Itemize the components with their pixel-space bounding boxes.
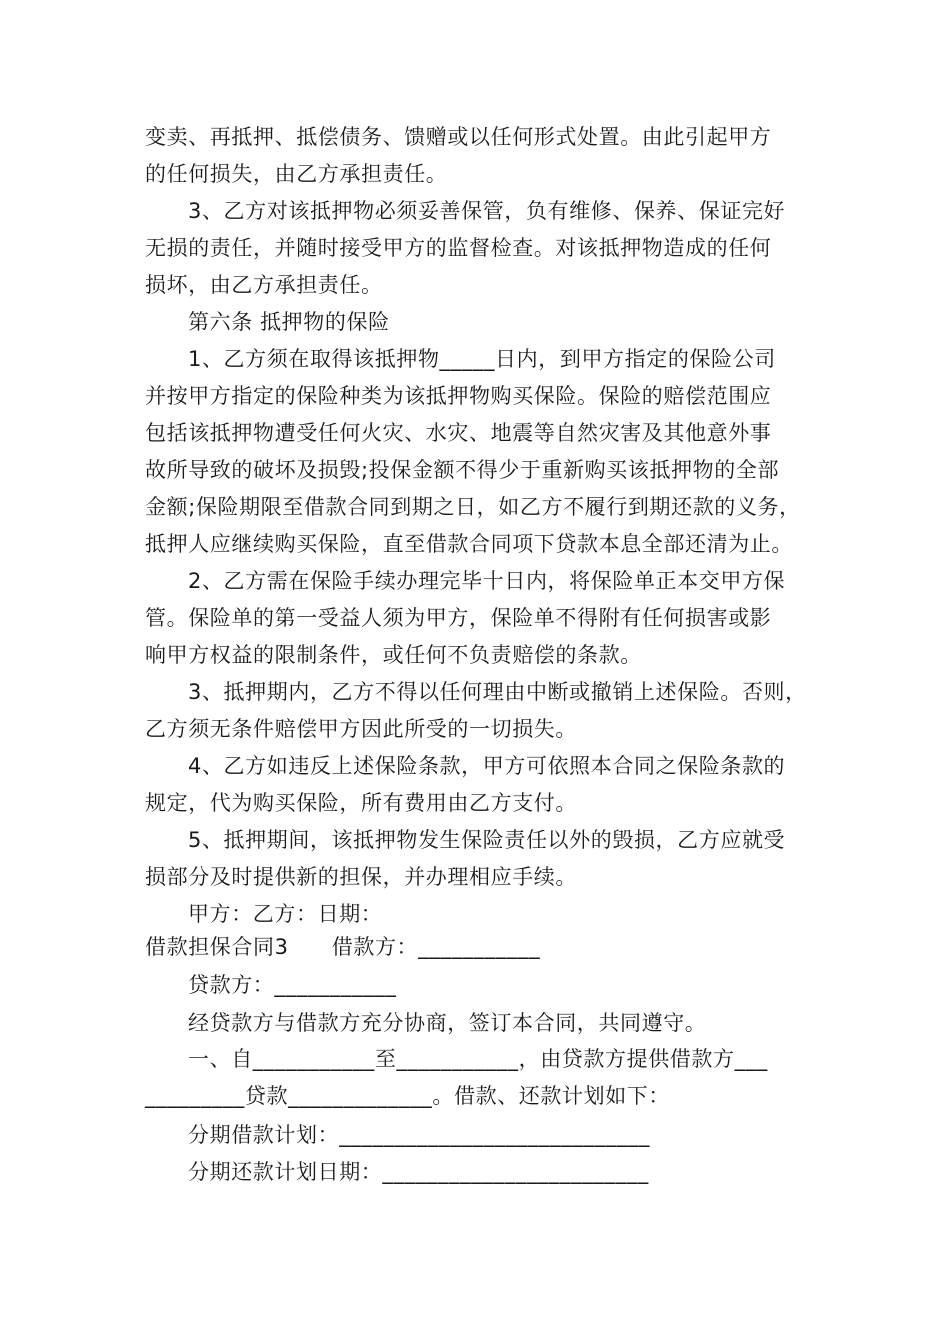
text-line: 变卖、再抵押、抵偿债务、馈赠或以任何形式处置。由此引起甲方 — [145, 125, 772, 149]
text-line: 3、乙方对该抵押物必须妥善保管，负有维修、保养、保证完好 — [188, 199, 786, 223]
text-line: 损部分及时提供新的担保，并办理相应手续。 — [145, 865, 577, 889]
text-line: 1、乙方须在取得该抵押物_____日内，到甲方指定的保险公司 — [188, 347, 776, 371]
text-line: 抵押人应继续购买保险，直至借款合同项下贷款本息全部还清为止。 — [145, 532, 793, 556]
text-line: 5、抵押期间，该抵押物发生保险责任以外的毁损，乙方应就受 — [188, 828, 786, 852]
text-line: 故所导致的破坏及损毁;投保金额不得少于重新购买该抵押物的全部 — [145, 458, 780, 482]
text-line: 管。保险单的第一受益人须为甲方，保险单不得附有任何损害或影 — [145, 606, 772, 630]
signature-line: 甲方：乙方：日期： — [188, 902, 383, 926]
section-heading: 第六条 抵押物的保险 — [188, 310, 390, 334]
text-line: 一、自___________至___________，由贷款方提供借款方___ — [188, 1047, 768, 1071]
lender-line: 贷款方：___________ — [188, 973, 397, 997]
borrowing-plan-line: 分期借款计划：____________________________ — [188, 1123, 650, 1147]
repayment-plan-line: 分期还款计划日期：________________________ — [188, 1160, 649, 1184]
text-line: 并按甲方指定的保险种类为该抵押物购买保险。保险的赔偿范围应 — [145, 384, 772, 408]
text-line: 3、抵押期内，乙方不得以任何理由中断或撤销上述保险。否则， — [188, 680, 807, 704]
text-line: 无损的责任，并随时接受甲方的监督检查。对该抵押物造成的任何 — [145, 236, 772, 260]
text-line: 的任何损失，由乙方承担责任。 — [145, 162, 448, 186]
text-line: 4、乙方如违反上述保险条款，甲方可依照本合同之保险条款的 — [188, 754, 786, 778]
text-line: 响甲方权益的限制条件，或任何不负责赔偿的条款。 — [145, 643, 642, 667]
contract-title-line: 借款担保合同3 借款方：___________ — [145, 935, 541, 959]
text-line: 经贷款方与借款方充分协商，签订本合同，共同遵守。 — [188, 1011, 707, 1035]
text-line: 包括该抵押物遭受任何火灾、水灾、地震等自然灾害及其他意外事 — [145, 421, 772, 445]
text-line: 损坏，由乙方承担责任。 — [145, 273, 383, 297]
text-line: 乙方须无条件赔偿甲方因此所受的一切损失。 — [145, 717, 577, 741]
text-line: 2、乙方需在保险手续办理完毕十日内，将保险单正本交甲方保 — [188, 569, 786, 593]
text-line: 规定，代为购买保险，所有费用由乙方支付。 — [145, 791, 577, 815]
text-line: _________贷款_____________。借款、还款计划如下： — [145, 1084, 670, 1108]
text-line: 金额;保险期限至借款合同到期之日，如乙方不履行到期还款的义务， — [145, 495, 801, 519]
